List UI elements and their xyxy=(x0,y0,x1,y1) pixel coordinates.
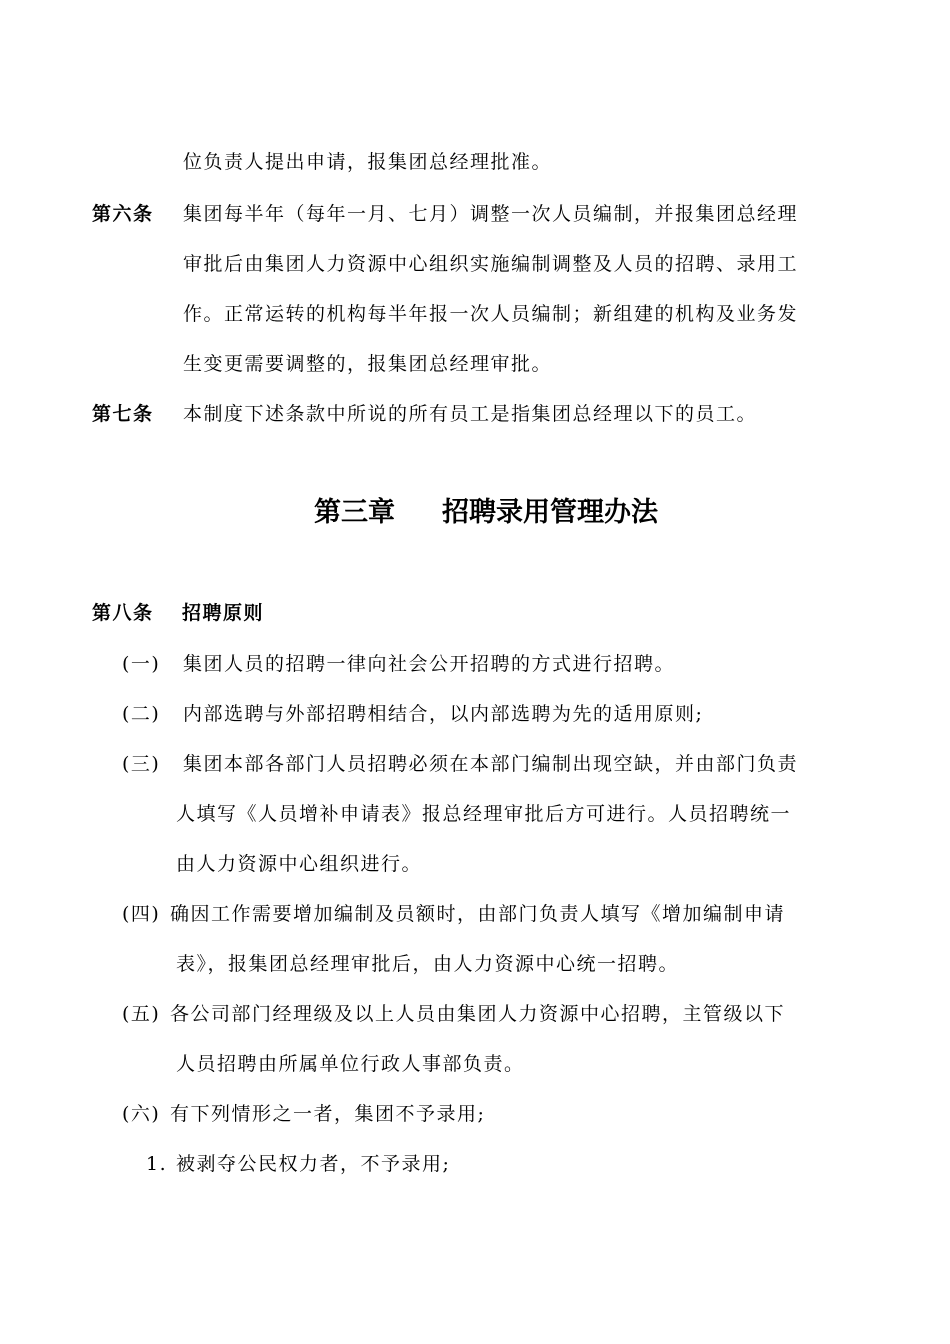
item-line: 集团本部各部门人员招聘必须在本部门编制出现空缺，并由部门负责 xyxy=(183,753,799,775)
chapter-number: 第三章 xyxy=(314,497,395,528)
article-6-line: 集团每半年（每年一月、七月）调整一次人员编制，并报集团总经理 xyxy=(183,203,799,225)
sub-item-marker: 1. xyxy=(146,1153,168,1175)
sub-item-text: 被剥夺公民权力者，不予录用; xyxy=(176,1153,451,1175)
item-line: 各公司部门经理级及以上人员由集团人力资源中心招聘，主管级以下 xyxy=(170,1003,786,1025)
item-line: 由人力资源中心组织进行。 xyxy=(176,853,423,875)
article-6-label: 第六条 xyxy=(92,203,154,225)
item-line: 内部选聘与外部招聘相结合，以内部选聘为先的适用原则; xyxy=(183,703,704,725)
chapter-title: 招聘录用管理办法 xyxy=(442,497,658,528)
item-marker: (三) xyxy=(122,753,161,775)
item-line: 人员招聘由所属单位行政人事部负责。 xyxy=(176,1053,525,1075)
article-8-label: 第八条 xyxy=(92,602,154,624)
item-marker: (一) xyxy=(122,653,161,675)
item-line: 有下列情形之一者，集团不予录用; xyxy=(170,1103,486,1125)
item-marker: (二) xyxy=(122,703,161,725)
item-line: 表》，报集团总经理审批后，由人力资源中心统一招聘。 xyxy=(176,953,680,975)
article-6-line: 审批后由集团人力资源中心组织实施编制调整及人员的招聘、录用工 xyxy=(183,253,799,275)
item-line: 人填写《人员增补申请表》报总经理审批后方可进行。人员招聘统一 xyxy=(176,803,792,825)
article-7-text: 本制度下述条款中所说的所有员工是指集团总经理以下的员工。 xyxy=(183,403,758,425)
article-6-line: 生变更需要调整的，报集团总经理审批。 xyxy=(183,353,553,375)
article-6-line: 作。正常运转的机构每半年报一次人员编制；新组建的机构及业务发 xyxy=(183,303,799,325)
item-marker: (五) xyxy=(122,1003,161,1025)
item-marker: (六) xyxy=(122,1103,161,1125)
article-7-label: 第七条 xyxy=(92,403,154,425)
continuation-line: 位负责人提出申请，报集团总经理批准。 xyxy=(183,151,553,173)
article-8-title: 招聘原则 xyxy=(182,602,265,624)
item-marker: (四) xyxy=(122,903,161,925)
item-line: 确因工作需要增加编制及员额时，由部门负责人填写《增加编制申请 xyxy=(170,903,786,925)
item-line: 集团人员的招聘一律向社会公开招聘的方式进行招聘。 xyxy=(183,653,676,675)
